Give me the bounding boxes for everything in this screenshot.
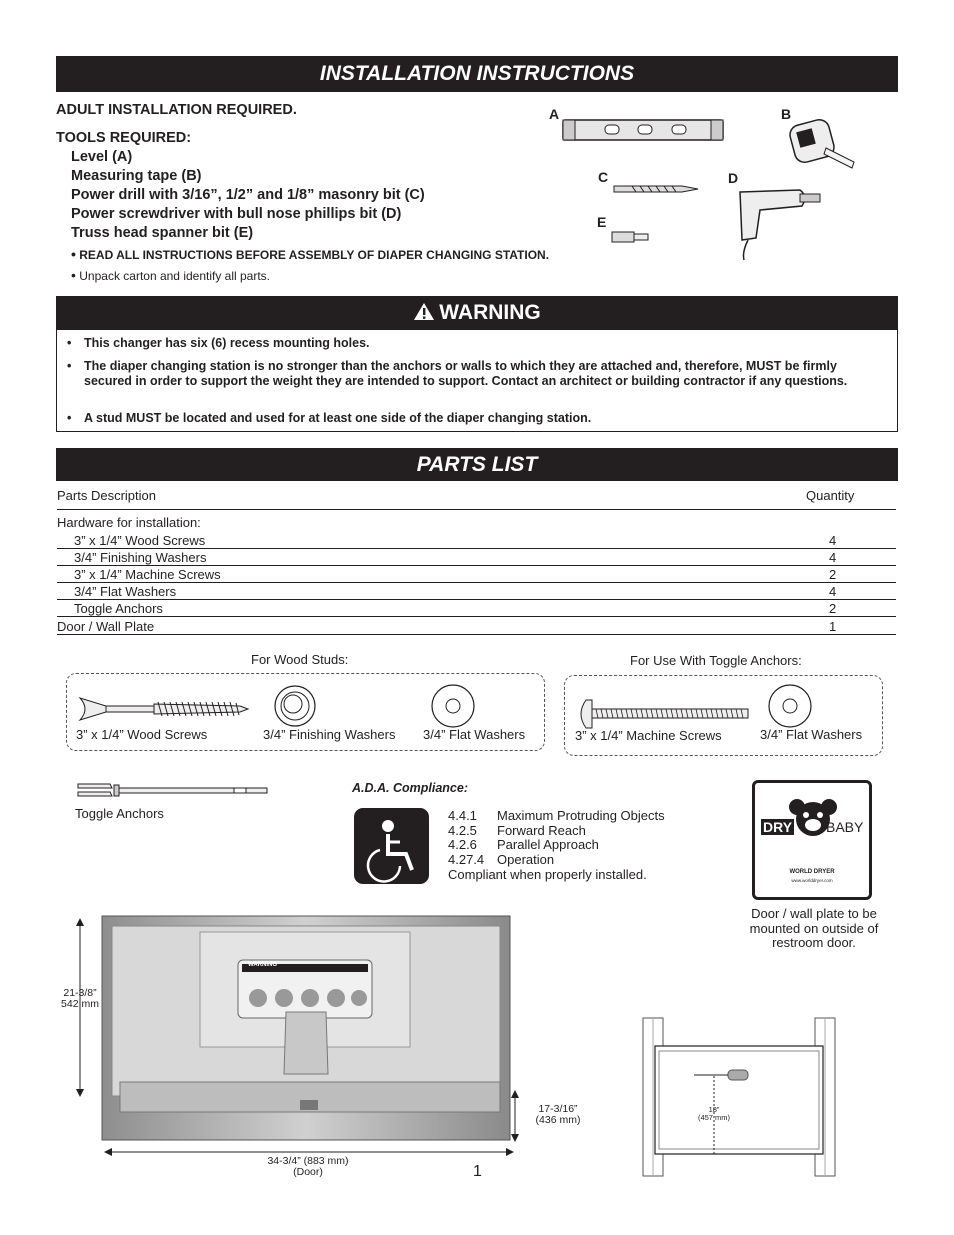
row-desc: 3/4” Finishing Washers	[74, 550, 207, 565]
parts-quantity-header: Quantity	[806, 488, 855, 503]
tool-letter-e: E	[597, 214, 607, 230]
power-screwdriver-icon	[730, 182, 830, 262]
read-instructions-bullet: • READ ALL INSTRUCTIONS BEFORE ASSEMBLY OF DIAPER CHANGING STATION.	[71, 246, 550, 262]
warning-item: • The diaper changing station is no stronger than the anchors or walls to which they are attached and, therefore, MUST be firmly secured in order to support the weight they are intended to support. Contact an architect or building contractor if any questions.	[67, 359, 848, 388]
installation-title-banner	[56, 56, 898, 92]
ada-item: Operation	[497, 851, 555, 867]
tool-letter-b: B	[781, 106, 792, 122]
parts-list-title: PARTS LIST	[416, 453, 538, 476]
ada-items	[497, 809, 665, 867]
table-divider	[57, 509, 896, 510]
row-desc: 3” x 1/4” Machine Screws	[74, 567, 221, 582]
warning-banner	[56, 296, 898, 330]
stud-spacing-dimension: 18” (457 mm)	[697, 1105, 731, 1122]
row-qty: 4	[829, 550, 837, 565]
row-qty: 4	[829, 584, 837, 599]
tool-item: Power screwdriver with bull nose phillips bit (D)	[71, 206, 402, 222]
wood-screw-icon	[76, 694, 252, 724]
measuring-tape-icon	[786, 118, 861, 173]
tool-item: Power drill with 3/16”, 1/2” and 1/8” masonry bit (C)	[71, 187, 425, 203]
row-desc: Door / Wall Plate	[57, 619, 155, 634]
parts-list-banner	[56, 448, 898, 481]
tool-letter-c: C	[598, 169, 609, 185]
plate-url: www.worlddryer.com	[791, 878, 833, 883]
warning-triangle-icon	[413, 302, 435, 321]
ada-item: Maximum Protruding Objects	[497, 808, 665, 823]
stud-mounting-diagram	[640, 1016, 840, 1178]
table-row	[57, 532, 896, 549]
page-title: INSTALLATION INSTRUCTIONS	[319, 62, 635, 85]
ada-code: 4.2.6	[448, 837, 477, 852]
flat-washers-caption: 3/4” Flat Washers	[423, 727, 526, 742]
toggle-anchor-icon	[74, 780, 274, 802]
machine-screw-icon	[576, 697, 756, 731]
row-desc: Toggle Anchors	[74, 601, 163, 616]
warning-box	[56, 330, 898, 432]
warning-title: WARNING	[439, 301, 541, 324]
row-qty: 1	[829, 619, 837, 634]
bullet-text: Unpack carton and identify all parts.	[79, 269, 271, 283]
tool-item: Truss head spanner bit (E)	[71, 225, 254, 241]
row-qty: 2	[829, 601, 837, 616]
flat-washer-icon	[430, 683, 476, 729]
plate-caption: Door / wall plate to be mounted on outside of restroom door.	[749, 906, 879, 950]
ada-code: 4.2.5	[448, 822, 477, 838]
parts-description-header: Parts Description	[57, 488, 156, 503]
ada-code: 4.4.1	[448, 808, 477, 823]
page-number: 1	[473, 1163, 482, 1180]
flat-washers-caption-2: 3/4” Flat Washers	[760, 727, 863, 742]
adult-install-note: ADULT INSTALLATION REQUIRED.	[56, 102, 297, 118]
unpack-bullet: • Unpack carton and identify all parts.	[71, 267, 271, 283]
wood-studs-title: For Wood Studs:	[251, 652, 349, 667]
ada-title: A.D.A. Compliance:	[352, 781, 468, 795]
drill-bit-icon	[612, 182, 702, 196]
tools-title: TOOLS REQUIRED:	[56, 130, 192, 146]
door-plate	[752, 780, 872, 900]
tool-item: Measuring tape (B)	[71, 168, 202, 184]
ada-codes	[448, 809, 484, 867]
row-desc: 3” x 1/4” Wood Screws	[74, 533, 206, 548]
wheelchair-icon	[354, 808, 429, 884]
width-dimension: 34-3/4” (883 mm) (Door)	[267, 1155, 349, 1178]
warning-item: • A stud MUST be located and used for at least one side of the diaper changing station.	[67, 411, 592, 425]
ada-item: Forward Reach	[497, 822, 586, 838]
spanner-bit-icon	[610, 229, 652, 245]
table-row	[57, 600, 896, 617]
table-row	[57, 583, 896, 600]
bullet-text: READ ALL INSTRUCTIONS BEFORE ASSEMBLY OF DIAPER CHANGING STATION.	[79, 248, 550, 262]
ada-note: Compliant when properly installed.	[448, 867, 647, 882]
plate-logo-left: DRY	[763, 819, 793, 835]
finishing-washer-icon	[272, 684, 318, 728]
tool-item: Level (A)	[71, 149, 133, 165]
table-row	[57, 618, 896, 635]
depth-dimension: 17-3/16” (436 mm)	[535, 1103, 581, 1126]
height-dimension: 21-3/8” 542 mm	[61, 987, 99, 1010]
ada-code: 4.27.4	[448, 851, 485, 867]
station-warning-label: WARNING	[248, 962, 277, 968]
plate-logo-right: BABY	[826, 819, 864, 835]
table-row	[57, 566, 896, 583]
table-row	[57, 549, 896, 566]
finishing-washers-caption: 3/4” Finishing Washers	[263, 727, 396, 742]
toggle-anchors-caption: Toggle Anchors	[75, 806, 164, 821]
level-icon	[560, 116, 730, 146]
hardware-group-label: Hardware for installation:	[57, 515, 201, 530]
tool-letter-d: D	[728, 170, 739, 186]
changing-station-diagram	[60, 912, 590, 1192]
toggle-anchors-title: For Use With Toggle Anchors:	[630, 653, 802, 668]
warning-item: • This changer has six (6) recess mounting holes.	[67, 336, 370, 350]
machine-screws-caption: 3” x 1/4” Machine Screws	[575, 728, 722, 743]
tools-list	[71, 148, 425, 243]
flat-washer-icon	[767, 683, 813, 729]
row-desc: 3/4” Flat Washers	[74, 584, 177, 599]
plate-brand: WORLD DRYER	[789, 869, 835, 875]
row-qty: 2	[829, 567, 837, 582]
row-qty: 4	[829, 533, 837, 548]
tool-letter-a: A	[549, 106, 560, 122]
ada-item: Parallel Approach	[497, 837, 599, 852]
wood-screws-caption: 3” x 1/4” Wood Screws	[76, 727, 208, 742]
